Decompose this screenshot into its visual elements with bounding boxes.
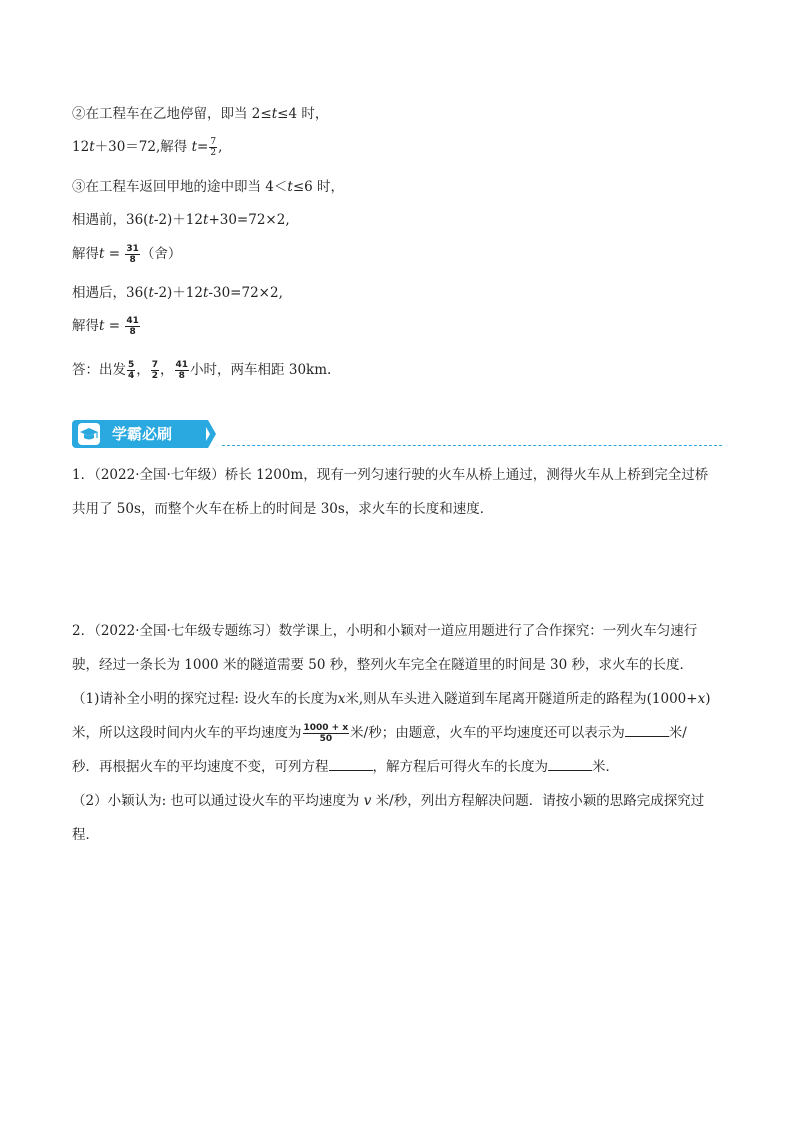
q2-part1-line-1 xyxy=(72,682,722,716)
q2-part2-line-1 xyxy=(72,784,722,818)
var-t: t xyxy=(287,179,293,195)
answer-tail: 小时，两车相距 30km. xyxy=(190,362,332,378)
answer-line xyxy=(72,360,331,381)
solution-1-line xyxy=(72,244,181,265)
case3-tail: ≤6 时， xyxy=(292,179,345,195)
denominator: 50 xyxy=(319,734,333,744)
case2-tail: ≤4 时， xyxy=(277,106,329,122)
q2-p1-text: （1)请补全小明的探究过程: 设火车的长度为 xyxy=(72,691,338,707)
numerator: 31 xyxy=(126,244,139,254)
before-c: +30=72×2, xyxy=(208,212,290,228)
var-t: t xyxy=(99,318,105,334)
var-t: t xyxy=(203,285,209,301)
chevron-right-icon xyxy=(202,420,218,448)
q2-p1-text: 米,则从车头进入隧道到车尾离开隧道所走的路程为(1000+ xyxy=(345,691,698,707)
fraction-31-8 xyxy=(125,244,140,265)
answer-blank[interactable] xyxy=(329,756,373,771)
eq1-equals: = xyxy=(197,139,209,155)
after-meet-line xyxy=(72,283,283,303)
fraction-41-8 xyxy=(125,316,140,337)
var-x: x xyxy=(337,691,346,707)
q2-line-2: 驶，经过一条长为 1000 米的隧道需要 50 秒，整列火车完全在隧道里的时间是 30 秒，求火车的长度． xyxy=(72,657,693,673)
case2-text: ②在工程车在乙地停留，即当 2≤ xyxy=(72,106,272,122)
fraction-7-2 xyxy=(209,137,217,158)
var-t: t xyxy=(89,139,95,155)
sol2-equals: = xyxy=(104,318,125,334)
fraction-41-8 xyxy=(175,360,190,381)
q1-line-1: 1．（2022·全国·七年级）桥长 1200m，现有一列匀速行驶的火车从桥上通过，测得火车从上桥到完全过桥 xyxy=(72,467,709,483)
numerator: 5 xyxy=(128,360,135,370)
eq1-lhs: 12 xyxy=(72,139,90,155)
separator: ， xyxy=(136,362,150,378)
eq1-line xyxy=(72,137,222,158)
q2-part1-line-2 xyxy=(72,716,722,750)
before-a: 相遇前，36( xyxy=(72,212,149,228)
var-t: t xyxy=(191,139,198,155)
section-banner xyxy=(72,420,722,448)
banner-title: 学霸必刷 xyxy=(112,425,173,443)
sol1-equals: = xyxy=(104,246,125,262)
denominator: 8 xyxy=(129,327,136,337)
graduation-cap-icon xyxy=(78,423,100,445)
numerator: 41 xyxy=(175,360,189,370)
q2-p1-text: 秒．再根据火车的平均速度不变，可列方程 xyxy=(72,759,329,775)
after-a: 相遇后，36( xyxy=(72,285,149,301)
q2-p1-text: ) xyxy=(705,691,711,707)
denominator: 8 xyxy=(129,255,136,265)
q2-part2-line-2: 程． xyxy=(72,827,99,843)
question-1 xyxy=(72,458,722,526)
case3-line xyxy=(72,177,344,197)
var-x: x xyxy=(697,691,706,707)
answer-label: 答：出发 xyxy=(72,362,126,378)
denominator: 2 xyxy=(151,371,159,381)
answer-blank[interactable] xyxy=(548,756,592,771)
q2-p2-text: 米/秒，列出方程解决问题．请按小颖的思路完成探究过 xyxy=(375,793,705,809)
eq1-end: , xyxy=(218,139,223,155)
fraction-7-2 xyxy=(151,360,159,381)
denominator: 8 xyxy=(178,371,185,381)
discard-note: （舍） xyxy=(140,246,182,262)
numerator: 7 xyxy=(151,360,159,370)
numerator: 1000 + x xyxy=(303,723,349,733)
q2-p1-text: ，解方程后可得火车的长度为 xyxy=(372,759,548,775)
var-t: t xyxy=(148,285,154,301)
var-t: t xyxy=(203,212,209,228)
before-b: -2)＋12 xyxy=(153,212,203,228)
answer-blank[interactable] xyxy=(625,722,669,737)
case2-line xyxy=(72,104,328,124)
question-2 xyxy=(72,614,722,852)
var-v: v xyxy=(359,793,376,809)
after-c: -30=72×2, xyxy=(208,285,283,301)
separator: ， xyxy=(160,362,174,378)
q2-p2-text: （2）小颖认为: 也可以通过设火车的平均速度为 xyxy=(72,793,360,809)
fraction-5-4 xyxy=(127,360,135,381)
numerator: 41 xyxy=(126,316,139,326)
q2-p1-text: 米/ xyxy=(668,725,687,741)
fraction-speed xyxy=(303,723,350,744)
before-meet-line xyxy=(72,210,290,230)
after-b: -2)＋12 xyxy=(153,285,203,301)
solution-2-line xyxy=(72,316,141,337)
sol1-label: 解得 xyxy=(72,246,99,262)
eq1-mid: ＋30＝72,解得 xyxy=(94,139,192,155)
denominator: 4 xyxy=(128,371,135,381)
q2-p1-text: 米，所以这段时间内火车的平均速度为 xyxy=(72,725,302,741)
q2-p1-text: 米/秒；由题意，火车的平均速度还可以表示为 xyxy=(350,725,625,741)
numerator: 7 xyxy=(210,137,217,147)
sol2-label: 解得 xyxy=(72,318,99,334)
q2-line-1: 2．（2022·全国·七年级专题练习）数学课上，小明和小颖对一道应用题进行了合作探究：一列火车匀速行 xyxy=(72,623,698,639)
q1-line-2: 共用了 50s，而整个火车在桥上的时间是 30s，求火车的长度和速度． xyxy=(72,501,494,517)
var-t: t xyxy=(148,212,154,228)
q2-part1-line-3 xyxy=(72,750,722,784)
banner-divider xyxy=(222,445,722,446)
denominator: 2 xyxy=(210,148,217,158)
q2-p1-text: 米． xyxy=(592,759,619,775)
var-t: t xyxy=(99,246,105,262)
case3-text: ③在工程车返回甲地的途中即当 4＜ xyxy=(72,179,288,195)
var-t: t xyxy=(271,106,278,122)
